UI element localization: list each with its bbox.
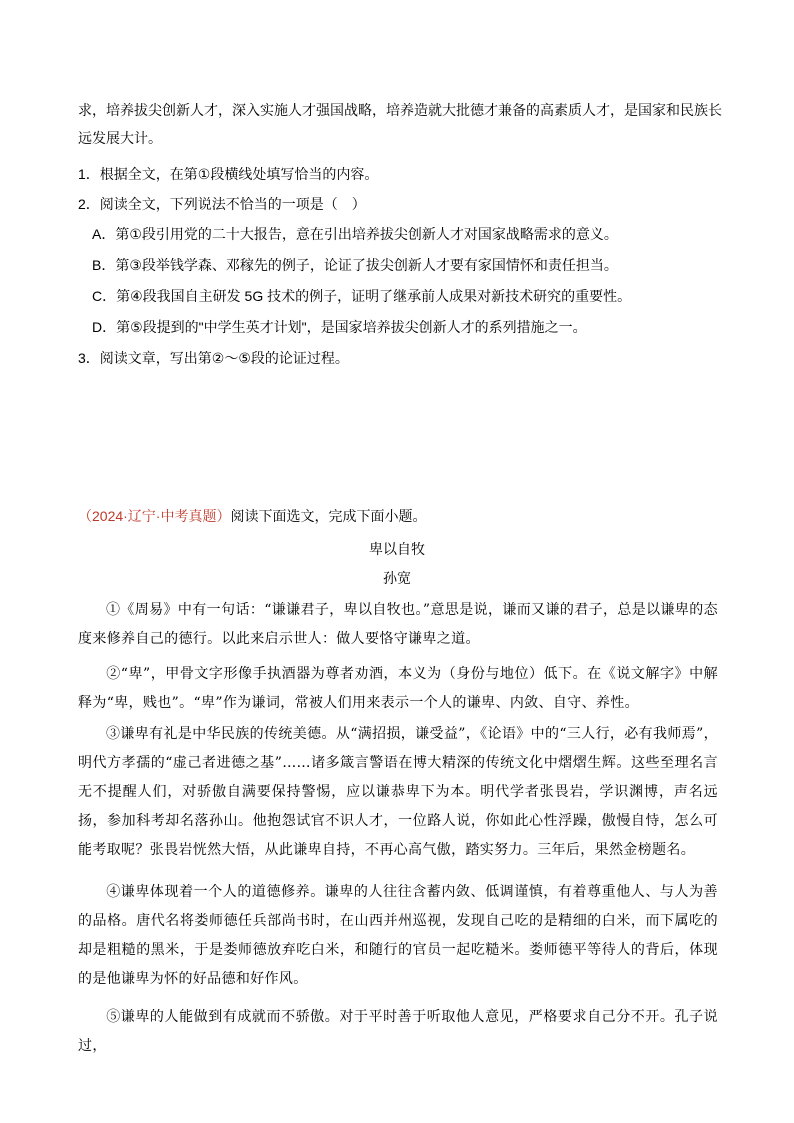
question-1: 1．根据全文，在第①段横线处填写恰当的内容。 bbox=[78, 166, 379, 182]
source-line bbox=[78, 505, 426, 527]
article-paragraph-4 bbox=[78, 878, 718, 994]
article-author: 孙宽 bbox=[383, 571, 411, 587]
paragraph-text: ⑤谦卑的人能做到有成就而不骄傲。对于平时善于听取他人意见，严格要求自己分不开。孔子说过， bbox=[78, 1009, 718, 1054]
question-2: 2．阅读全文，下列说法不恰当的一项是（ ） bbox=[78, 196, 366, 212]
paragraph-text: ②“卑”，甲骨文字形像手执酒器为尊者劝酒，本义为（身份与地位）低下。在《说文解字》中解释为“卑，贱也”。“卑”作为谦词，常被人们用来表示一个人的谦卑、内敛、自守、养性。 bbox=[78, 666, 718, 711]
article-paragraph-1 bbox=[78, 596, 718, 654]
source-instruction: 阅读下面选文，完成下面小题。 bbox=[230, 508, 427, 524]
question-2-option-a: A．第①段引用党的二十大报告，意在引出培养拔尖创新人才对国家战略需求的意义。 bbox=[92, 226, 618, 242]
article-title: 卑以自牧 bbox=[369, 542, 425, 558]
intro-line-1: 求，培养拔尖创新人才，深入实施人才强国战略，培养造就大批德才兼备的高素质人才，是国家和民族长 bbox=[78, 103, 722, 119]
question-2-option-c: C．第④段我国自主研发 5G 技术的例子，证明了继承前人成果对新技术研究的重要性。 bbox=[92, 288, 632, 304]
paragraph-text: ④谦卑体现着一个人的道德修养。谦卑的人往往含蓄内敛、低调谨慎，有着尊重他人、与人为善的品格。唐代名将娄师德任兵部尚书时，在山西并州巡视，发现自己吃的是精细的白米，而下属吃的却是粗糙的黑米，于是娄师德放弃吃白米，和随行的官员一起吃糙米。娄师德平等待人的背后，体现的是他谦卑为怀的好品德和好作风。 bbox=[78, 884, 718, 987]
question-2-option-d: D．第⑤段提到的"中学生英才计划"，是国家培养拔尖创新人才的系列措施之一。 bbox=[92, 319, 587, 335]
question-3: 3．阅读文章，写出第②～⑤段的论证过程。 bbox=[78, 350, 349, 366]
paragraph-text: ③谦卑有礼是中华民族的传统美德。从“满招损，谦受益”，《论语》中的“三人行，必有我师焉”，明代方孝孺的“虚己者进德之基”……诸多箴言警语在博大精深的传统文化中熠熠生辉。这些至理名言无不提醒人们，对骄傲自满要保持警惕，应以谦恭卑下为本。明代学者张畏岩，学识渊博，声名远扬，参加科考却名落孙山。他抱怨试官不识人才，一位路人说，你如此心性浮躁，傲慢自恃，怎么可能考取呢？张畏岩恍然大悟，从此谦卑自持，不再心高气傲，踏实努力。三年后，果然金榜题名。 bbox=[78, 726, 718, 858]
intro-line-2: 远发展大计。 bbox=[78, 131, 162, 147]
question-2-option-b: B．第③段举钱学森、邓稼先的例子，论证了拔尖创新人才要有家国情怀和责任担当。 bbox=[92, 257, 618, 273]
article-paragraph-2 bbox=[78, 660, 718, 718]
article-paragraph-3 bbox=[78, 720, 718, 865]
paragraph-text: ①《周易》中有一句话：“谦谦君子，卑以自牧也。”意思是说，谦而又谦的君子，总是以谦卑的态度来修养自己的德行。以此来启示世人：做人要恪守谦卑之道。 bbox=[78, 602, 718, 647]
source-tag: （2024·辽宁·中考真题） bbox=[78, 508, 231, 524]
article-paragraph-5 bbox=[78, 1003, 718, 1061]
